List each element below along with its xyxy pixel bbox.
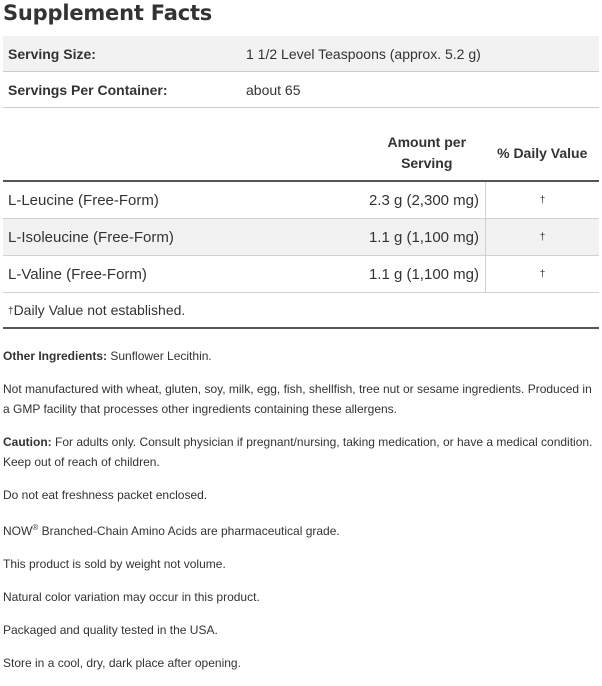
serving-size-row <box>3 36 599 72</box>
nutrient-daily-value: † <box>486 256 600 293</box>
nutrient-daily-value: † <box>486 219 600 256</box>
caution-label: Caution: <box>3 435 52 449</box>
table-row <box>3 256 599 293</box>
product-notes <box>3 346 599 686</box>
other-ingredients-value: Sunflower Lecithin. <box>107 349 212 363</box>
color-variation-note: Natural color variation may occur in this product. <box>3 590 260 604</box>
nutrient-name: L-Isoleucine (Free-Form) <box>3 219 368 256</box>
other-ingredients-label: Other Ingredients: <box>3 349 108 363</box>
other-ingredients <box>3 346 599 366</box>
pharmaceutical-grade-note <box>3 518 599 541</box>
amount-per-serving-header <box>368 126 486 181</box>
registered-mark: ® <box>32 523 39 532</box>
footnote-text: Daily Value not established. <box>13 302 186 318</box>
table-row <box>3 219 599 256</box>
page-title: Supplement Facts <box>3 1 213 25</box>
serving-info-table <box>3 36 599 108</box>
nutrient-amount: 1.1 g (1,100 mg) <box>368 219 486 256</box>
nutrient-amount: 2.3 g (2,300 mg) <box>368 181 486 219</box>
serving-size-value: 1 1/2 Level Teaspoons (approx. 5.2 g) <box>241 36 599 72</box>
dagger-mark: † <box>8 306 14 317</box>
nutrient-daily-value: † <box>486 181 600 219</box>
nutrient-name: L-Valine (Free-Form) <box>3 256 368 293</box>
caution-statement <box>3 432 599 472</box>
footnote-cell <box>3 293 599 329</box>
serving-size-label: Serving Size: <box>3 36 241 72</box>
servings-per-container-label: Servings Per Container: <box>3 72 241 108</box>
nutrient-table-header <box>3 126 599 181</box>
nutrient-name: L-Leucine (Free-Form) <box>3 181 368 219</box>
caution-text: For adults only. Consult physician if pregnant/nursing, taking medication, or have a medical condition. Keep out of reach of children. <box>3 435 593 469</box>
amount-header-line1: Amount per <box>387 134 467 150</box>
amount-header-line2: Serving <box>401 155 453 171</box>
pharmaceutical-grade-text: Branched-Chain Amino Acids are pharmaceutical grade. <box>38 524 340 538</box>
brand-name: NOW <box>3 524 33 538</box>
packaged-usa-note: Packaged and quality tested in the USA. <box>3 623 218 637</box>
servings-per-container-row <box>3 72 599 108</box>
storage-note: Store in a cool, dry, dark place after opening. <box>3 656 241 670</box>
weight-note: This product is sold by weight not volume. <box>3 557 226 571</box>
nutrient-amount: 1.1 g (1,100 mg) <box>368 256 486 293</box>
daily-value-header: % Daily Value <box>497 144 588 161</box>
nutrient-name-header <box>3 126 368 181</box>
nutrient-table <box>3 126 599 329</box>
table-row <box>3 181 599 219</box>
allergen-statement: Not manufactured with wheat, gluten, soy, milk, egg, fish, shellfish, tree nut or sesame ingredients. Produced in a GMP facility that processes other ingredients containing these allergens. <box>3 382 592 416</box>
servings-per-container-value: about 65 <box>241 72 599 108</box>
freshness-packet-note: Do not eat freshness packet enclosed. <box>3 488 208 502</box>
footnote-row <box>3 293 599 329</box>
